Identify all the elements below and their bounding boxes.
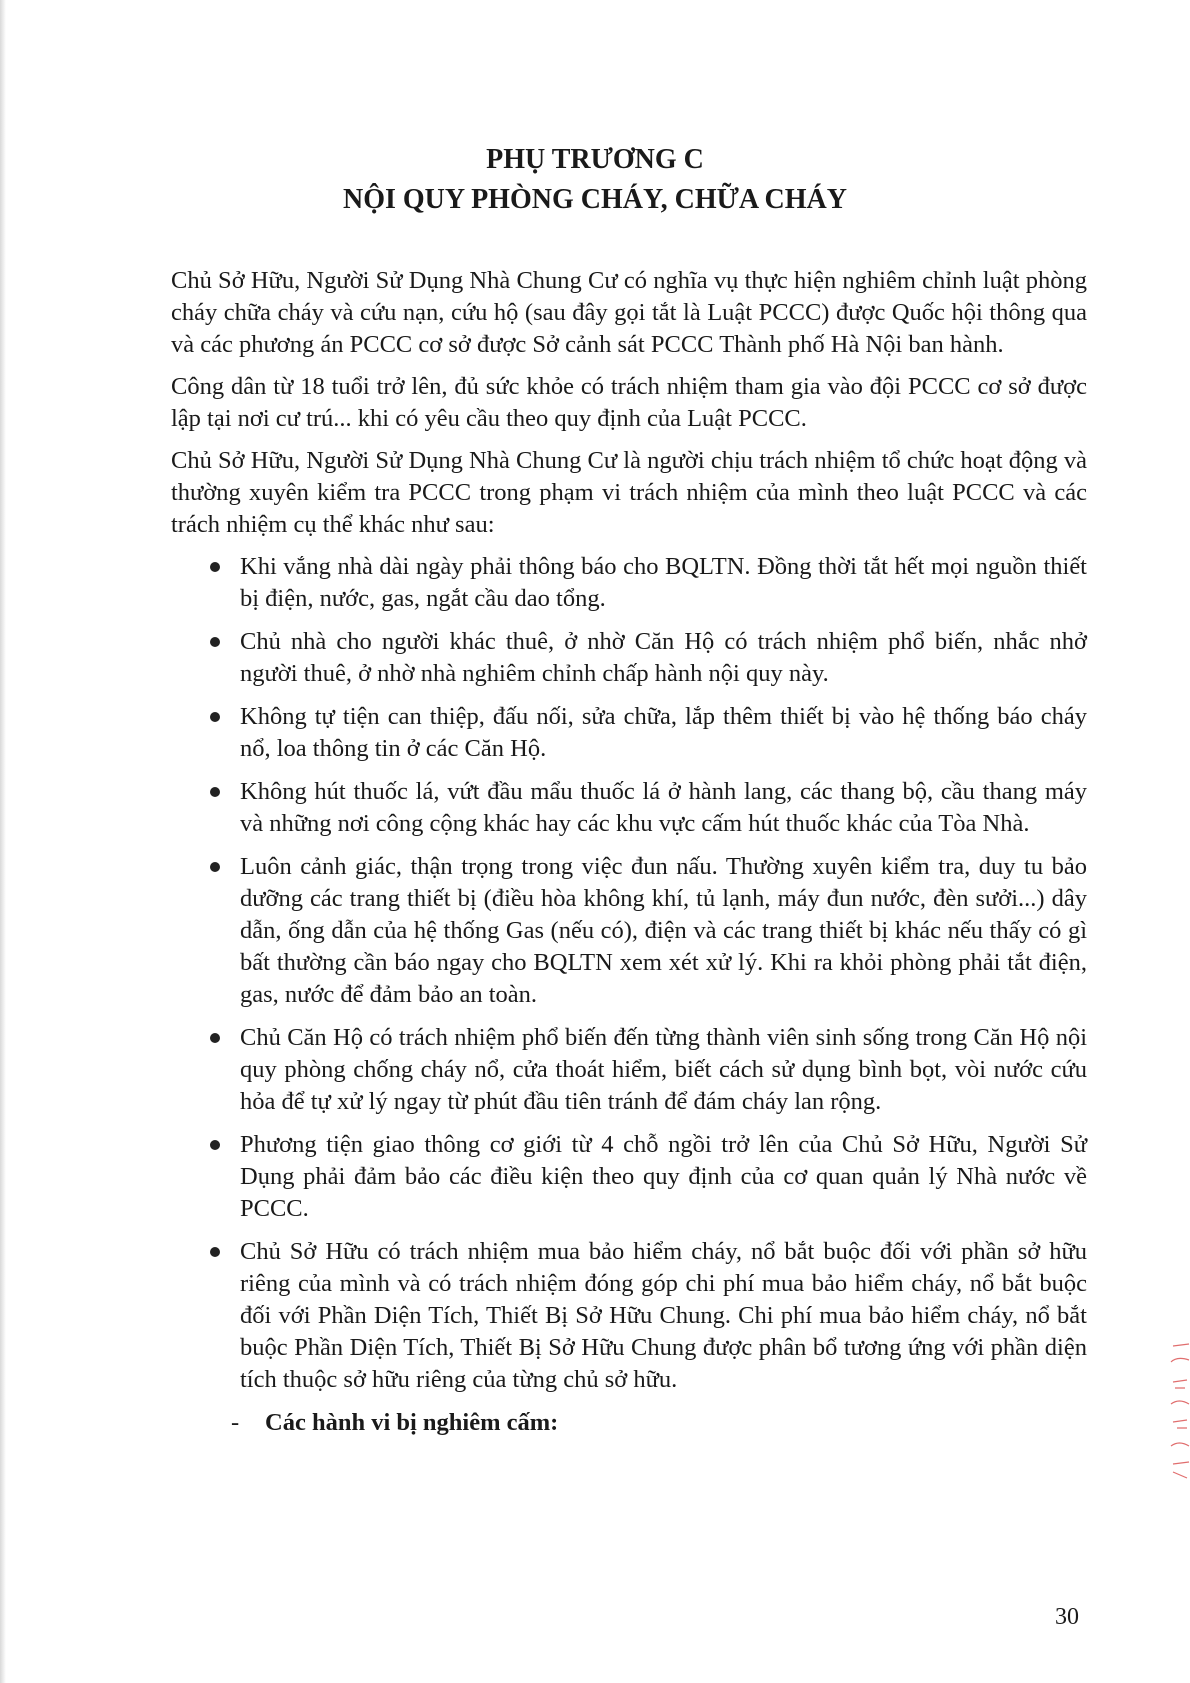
prohibited-heading bbox=[171, 1407, 1087, 1439]
list-item-text: Chủ Sở Hữu có trách nhiệm mua bảo hiểm cháy, nổ bắt buộc đối với phần sở hữu riêng của mình và có trách nhiệm đóng góp chi phí mua bảo hiểm cháy, nổ bắt buộc đối với Phần Diện Tích, Thiết Bị Sở Hữu Chung. Chi phí mua bảo hiểm cháy, nổ bắt buộc Phần Diện Tích, Thiết Bị Sở Hữu Chung được phân bổ tương ứng với phần diện tích thuộc sở hữu riêng của từng chủ sở hữu. bbox=[240, 1238, 1087, 1393]
bullet-icon bbox=[210, 1033, 220, 1043]
bullet-icon bbox=[210, 1247, 220, 1257]
list-item bbox=[171, 1022, 1087, 1118]
document-body bbox=[171, 265, 1087, 1439]
paragraph: Chủ Sở Hữu, Người Sử Dụng Nhà Chung Cư có nghĩa vụ thực hiện nghiêm chỉnh luật phòng cháy chữa cháy và cứu nạn, cứu hộ (sau đây gọi tắt là Luật PCCC) được Quốc hội thông qua và các phương án PCCC cơ sở được Sở cảnh sát PCCC Thành phố Hà Nội ban hành. bbox=[171, 267, 1087, 358]
list-item-text: Chủ Căn Hộ có trách nhiệm phổ biến đến từng thành viên sinh sống trong Căn Hộ nội quy phòng chống cháy nổ, cửa thoát hiểm, biết cách sử dụng bình bọt, vòi nước cứu hỏa để tự xử lý ngay từ phút đầu tiên tránh để đám cháy lan rộng. bbox=[240, 1024, 1087, 1115]
list-item bbox=[171, 551, 1087, 615]
list-item-text: Không tự tiện can thiệp, đấu nối, sửa chữa, lắp thêm thiết bị vào hệ thống báo cháy nổ, loa thông tin ở các Căn Hộ. bbox=[240, 703, 1087, 762]
list-item bbox=[171, 776, 1087, 840]
page-number: 30 bbox=[1055, 1604, 1079, 1630]
bullet-icon bbox=[210, 862, 220, 872]
scan-edge-shadow bbox=[0, 0, 6, 1683]
list-item-text: Không hút thuốc lá, vứt đầu mẩu thuốc lá ở hành lang, các thang bộ, cầu thang máy và những nơi công cộng khác hay các khu vực cấm hút thuốc khác của Tòa Nhà. bbox=[240, 778, 1087, 837]
list-item bbox=[171, 626, 1087, 690]
list-item bbox=[171, 701, 1087, 765]
dash-marker: - bbox=[231, 1409, 240, 1436]
responsibility-list bbox=[171, 551, 1087, 1396]
bullet-icon bbox=[210, 712, 220, 722]
prohibited-heading-text: Các hành vi bị nghiêm cấm: bbox=[265, 1409, 559, 1436]
paragraph: Chủ Sở Hữu, Người Sử Dụng Nhà Chung Cư là người chịu trách nhiệm tổ chức hoạt động và thường xuyên kiểm tra PCCC trong phạm vi trách nhiệm của mình theo luật PCCC và các trách nhiệm cụ thể khác như sau: bbox=[171, 447, 1087, 538]
list-item-text: Phương tiện giao thông cơ giới từ 4 chỗ ngồi trở lên của Chủ Sở Hữu, Người Sử Dụng phải đảm bảo các điều kiện theo quy định của cơ quan quản lý Nhà nước về PCCC. bbox=[240, 1131, 1087, 1222]
list-item bbox=[171, 1129, 1087, 1225]
bullet-icon bbox=[210, 562, 220, 572]
bullet-icon bbox=[210, 787, 220, 797]
appendix-title: PHỤ TRƯƠNG C bbox=[486, 144, 704, 175]
section-title: NỘI QUY PHÒNG CHÁY, CHỮA CHÁY bbox=[342, 184, 847, 215]
list-item bbox=[171, 851, 1087, 1011]
bullet-icon bbox=[210, 1140, 220, 1150]
title-block bbox=[0, 140, 1190, 220]
list-item-text: Chủ nhà cho người khác thuê, ở nhờ Căn Hộ có trách nhiệm phổ biến, nhắc nhở người thuê, ở nhờ nhà nghiêm chỉnh chấp hành nội quy này. bbox=[240, 628, 1087, 687]
bullet-icon bbox=[210, 637, 220, 647]
stamp-fragment bbox=[1167, 1342, 1190, 1482]
list-item-text: Khi vắng nhà dài ngày phải thông báo cho BQLTN. Đồng thời tắt hết mọi nguồn thiết bị điện, nước, gas, ngắt cầu dao tổng. bbox=[240, 553, 1087, 612]
paragraph: Công dân từ 18 tuổi trở lên, đủ sức khỏe có trách nhiệm tham gia vào đội PCCC cơ sở được lập tại nơi cư trú... khi có yêu cầu theo quy định của Luật PCCC. bbox=[171, 373, 1087, 432]
list-item bbox=[171, 1236, 1087, 1396]
list-item-text: Luôn cảnh giác, thận trọng trong việc đun nấu. Thường xuyên kiểm tra, duy tu bảo dưỡng các trang thiết bị (điều hòa không khí, tủ lạnh, máy đun nước, đèn sưởi...) dây dẫn, ống dẫn của hệ thống Gas (nếu có), điện và các trang thiết bị khác nếu thấy có gì bất thường cần báo ngay cho BQLTN xem xét xử lý. Khi ra khỏi phòng phải tắt điện, gas, nước để đảm bảo an toàn. bbox=[240, 853, 1087, 1008]
